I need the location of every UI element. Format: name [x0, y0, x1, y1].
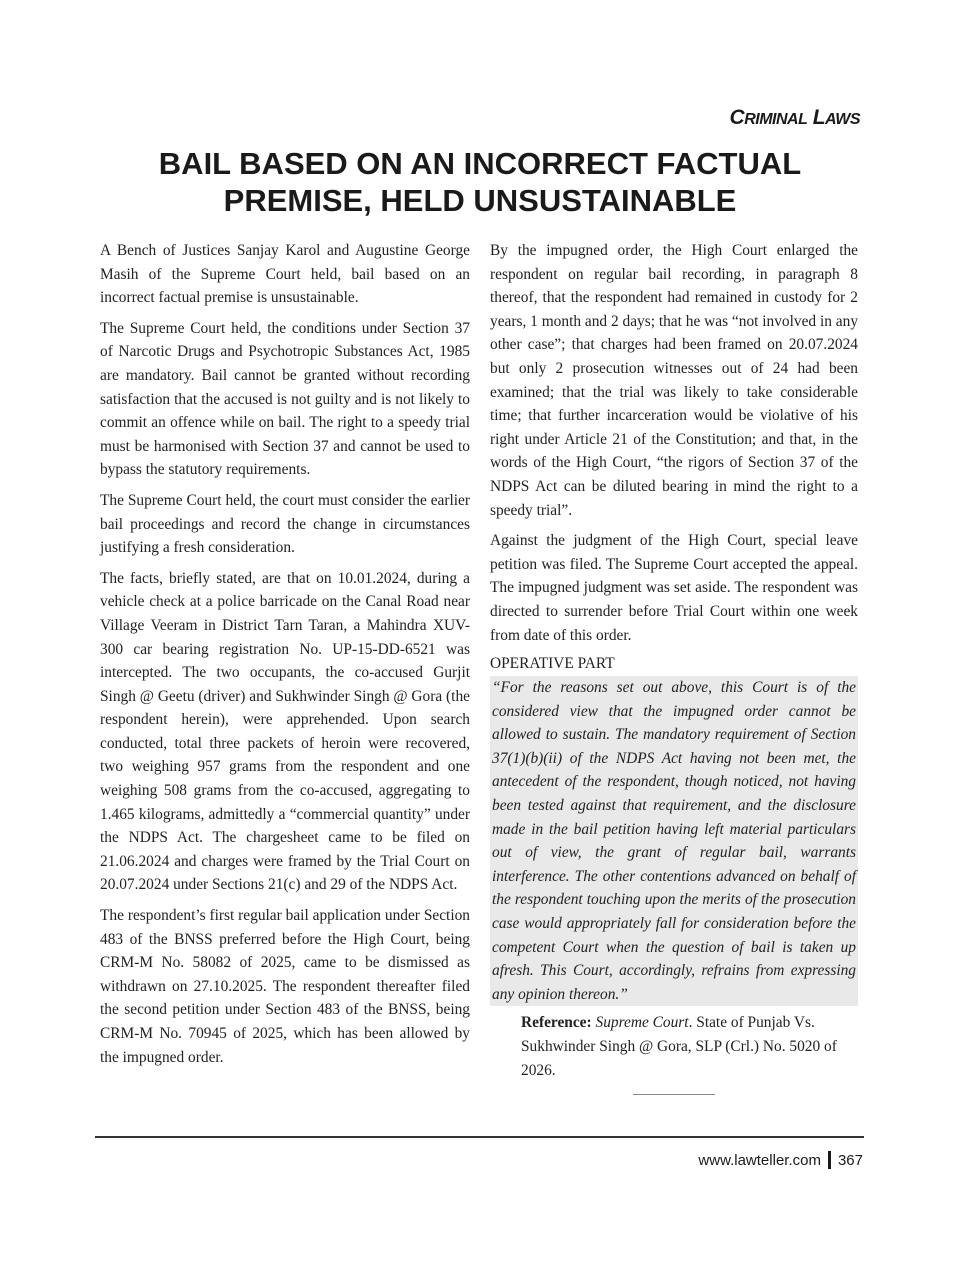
footer-divider — [95, 1136, 864, 1138]
left-column — [100, 239, 470, 1076]
article-title — [100, 145, 860, 219]
paragraph: The Supreme Court held, the court must consider the earlier bail proceedings and record the change in circumstances justifying a fresh consideration. — [100, 491, 470, 557]
right-column — [490, 239, 858, 1095]
paragraph: A Bench of Justices Sanjay Karol and Augustine George Masih of the Supreme Court held, bail based on an incorrect factual premise is unsustainable. — [100, 242, 470, 307]
page-number: 367 — [837, 1151, 863, 1169]
paragraph: The facts, briefly stated, are that on 10.01.2024, during a vehicle check at a police barricade on the Canal Road near Village Veeram in District Tarn Taran, a Mahindra XUV-300 car bearing registration No. UP-15-DD-6521 was intercepted. The two occupants, the co-accused Gurjit Singh @ Geetu (driver) and Sukhwinder Singh @ Gora (the respondent herein), were apprehended. Upon search conducted, total three packets of heroin were recovered, two weighing 957 grams from the respondent and one weighing 508 grams from the co-accused, aggregating to 1.465 kilograms, admittedly a “commercial quantity” under the NDPS Act. The chargesheet came to be filed on 21.06.2024 and charges were framed by the Trial Court on 20.07.2024 under Sections 21(c) and 29 of the NDPS Act. — [100, 569, 470, 894]
end-of-article-rule — [633, 1094, 715, 1095]
title-line-2: PREMISE, HELD UNSUSTAINABLE — [223, 183, 737, 218]
website-link[interactable]: www.lawteller.com — [698, 1151, 821, 1169]
reference — [521, 1011, 858, 1082]
reference-court: Supreme Court — [595, 1014, 689, 1032]
paragraph: The Supreme Court held, the conditions under Section 37 of Narcotic Drugs and Psychotropic Substances Act, 1985 are mandatory. Bail cannot be granted without recording satisfaction that the accused is not guilty and is not likely to commit an offence while on bail. The right to a speedy trial must be harmonised with Section 37 and cannot be used to bypass the statutory requirements. — [100, 319, 470, 479]
operative-quote: “For the reasons set out above, this Court is of the considered view that the impugned order cannot be allowed to sustain. The mandatory requirement of Section 37(1)(b)(ii) of the NDPS Act having not been met, the antecedent of the respondent, though noticed, not having been tested against that requirement, and the disclosure made in the bail petition having left material particulars out of view, the grant of regular bail, warrants interference. The other contentions advanced on behalf of the respondent touching upon the merits of the prosecution case would appropriately fall for consideration before the competent Court when the question of bail is taken up afresh. This Court, accordingly, refrains from expressing any opinion thereon.” — [490, 676, 858, 1006]
footer-separator — [828, 1151, 831, 1169]
reference-citation: . State of Punjab Vs. Sukhwinder Singh @ Gora, SLP (Crl.) No. 5020 of 2026. — [521, 1014, 837, 1079]
paragraph: The respondent’s first regular bail application under Section 483 of the BNSS preferred before the High Court, being CRM-M No. 58082 of 2025, came to be dismissed as withdrawn on 27.10.2025. The respondent thereafter filed the second petition under Section 483 of the BNSS, being CRM-M No. 70945 of 2025, which has been allowed by the impugned order. — [100, 907, 470, 1066]
reference-label: Reference: — [521, 1014, 592, 1032]
paragraph: By the impugned order, the High Court enlarged the respondent on regular bail recording, in paragraph 8 thereof, that the respondent had remained in custody for 2 years, 1 month and 2 days; that he was “not involved in any other case”; that charges had been framed on 20.07.2024 but only 2 prosecution witnesses out of 24 had been examined; that the trial was likely to take considerable time; that further incarceration would be violative of his right under Article 21 of the Constitution; and that, in the words of the High Court, “the rigors of Section 37 of the NDPS Act can be diluted bearing in mind the right to a speedy trial”. — [490, 242, 859, 519]
operative-part-heading: OPERATIVE PART — [490, 655, 615, 673]
paragraph: Against the judgment of the High Court, special leave petition was filed. The Supreme Court accepted the appeal. The impugned judgment was set aside. The respondent was directed to surrender before Trial Court within one week from date of this order. — [490, 532, 858, 644]
section-label: CRIMINAL LAWS — [729, 106, 860, 129]
title-line-1: BAIL BASED ON AN INCORRECT FACTUAL — [158, 146, 802, 181]
page-footer — [698, 1151, 863, 1169]
